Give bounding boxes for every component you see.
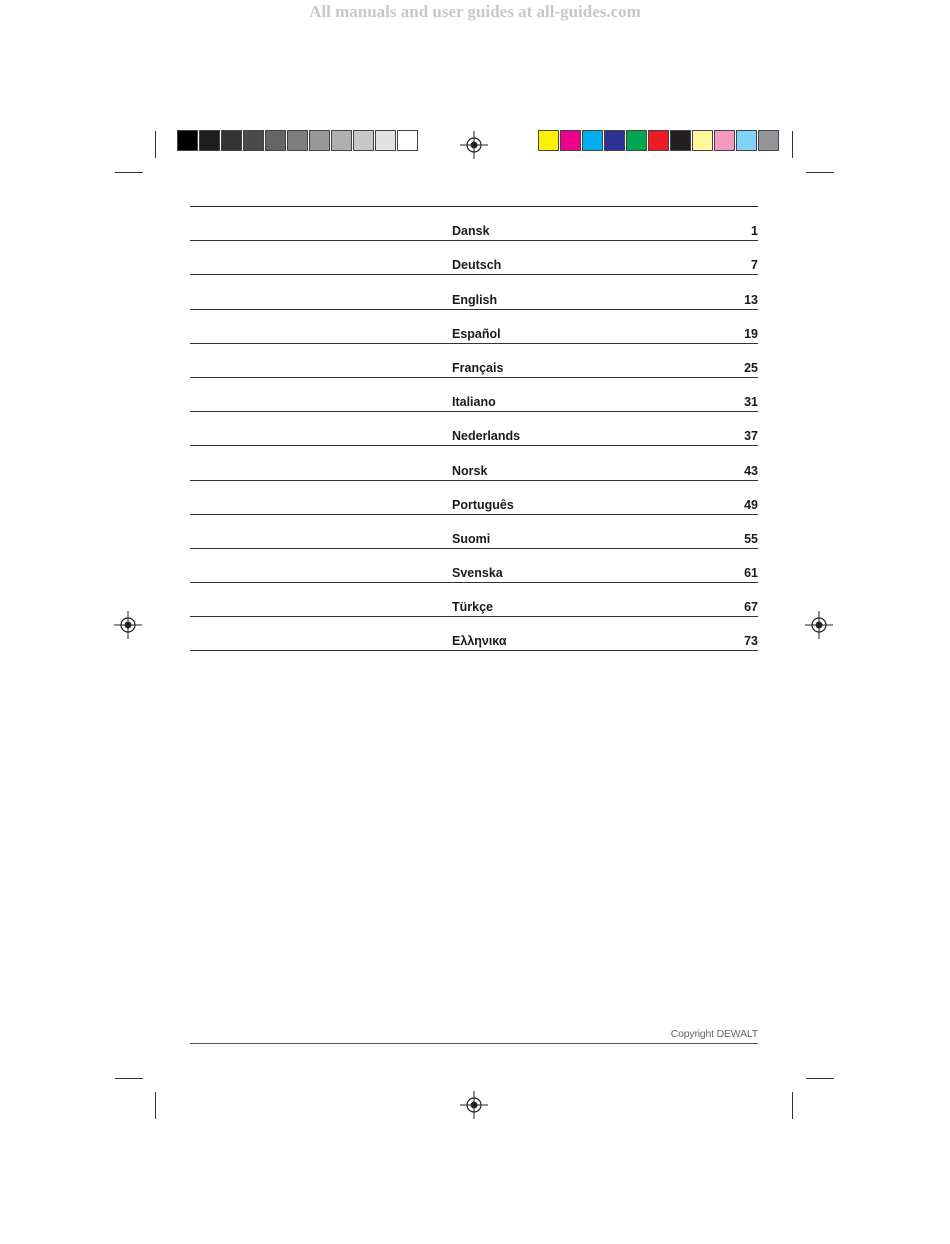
toc-page-number: 61 — [744, 566, 758, 581]
toc-language: Português — [452, 497, 514, 512]
toc-language: Svenska — [452, 566, 503, 581]
toc-page-number: 67 — [744, 600, 758, 615]
toc-language: Suomi — [452, 531, 491, 546]
toc-page-number: 19 — [744, 326, 758, 341]
gray-swatch — [243, 130, 264, 151]
toc-row — [190, 378, 758, 412]
registration-mark-icon — [460, 1091, 488, 1119]
crop-mark — [155, 131, 156, 158]
footer-rule — [190, 1043, 758, 1044]
table-of-contents — [190, 207, 758, 651]
color-swatch — [670, 130, 691, 151]
color-swatch — [648, 130, 669, 151]
color-swatch — [626, 130, 647, 151]
toc-row — [190, 481, 758, 515]
crop-mark — [115, 1078, 143, 1079]
gray-swatch — [331, 130, 352, 151]
toc-row — [190, 583, 758, 617]
toc-row — [190, 310, 758, 344]
copyright-text: Copyright DEWALT — [670, 1028, 758, 1040]
toc-language: English — [452, 292, 498, 307]
toc-language: Türkçe — [452, 600, 493, 615]
crop-mark — [792, 1092, 793, 1119]
toc-row — [190, 275, 758, 309]
color-swatch — [604, 130, 625, 151]
toc-row — [190, 549, 758, 583]
color-swatch — [582, 130, 603, 151]
toc-language: Norsk — [452, 463, 488, 478]
crop-mark — [806, 172, 834, 173]
toc-row — [190, 241, 758, 275]
toc-page-number: 25 — [744, 360, 758, 375]
toc-language: Français — [452, 360, 504, 375]
watermark-text: All manuals and user guides at all-guides.com — [309, 2, 641, 21]
color-swatch — [560, 130, 581, 151]
gray-swatch — [199, 130, 220, 151]
toc-page-number: 7 — [751, 258, 758, 273]
toc-language: Ελληνικα — [452, 634, 507, 649]
toc-page-number: 43 — [744, 463, 758, 478]
toc-row — [190, 515, 758, 549]
toc-language: Deutsch — [452, 258, 502, 273]
color-swatch — [538, 130, 559, 151]
toc-page-number: 1 — [751, 224, 758, 239]
gray-swatch — [221, 130, 242, 151]
grayscale-bar — [177, 130, 419, 151]
toc-page-number: 73 — [744, 634, 758, 649]
toc-page-number: 31 — [744, 395, 758, 410]
toc-row — [190, 344, 758, 378]
color-swatch — [714, 130, 735, 151]
color-swatch — [736, 130, 757, 151]
registration-mark-icon — [805, 611, 833, 639]
toc-row — [190, 207, 758, 241]
color-swatch — [758, 130, 779, 151]
toc-page-number: 55 — [744, 531, 758, 546]
crop-mark — [806, 1078, 834, 1079]
crop-mark — [155, 1092, 156, 1119]
gray-swatch — [309, 130, 330, 151]
gray-swatch — [287, 130, 308, 151]
toc-row — [190, 412, 758, 446]
registration-mark-icon — [460, 131, 488, 159]
crop-mark — [792, 131, 793, 158]
registration-mark-icon — [114, 611, 142, 639]
gray-swatch — [397, 130, 418, 151]
toc-row — [190, 617, 758, 651]
toc-row — [190, 446, 758, 480]
toc-language: Italiano — [452, 395, 496, 410]
gray-swatch — [375, 130, 396, 151]
process-color-bar — [538, 130, 780, 151]
crop-mark — [115, 172, 143, 173]
toc-language: Español — [452, 326, 501, 341]
toc-page-number: 37 — [744, 429, 758, 444]
gray-swatch — [177, 130, 198, 151]
gray-swatch — [265, 130, 286, 151]
toc-language: Dansk — [452, 224, 490, 239]
toc-page-number: 13 — [744, 292, 758, 307]
toc-page-number: 49 — [744, 497, 758, 512]
toc-language: Nederlands — [452, 429, 521, 444]
gray-swatch — [353, 130, 374, 151]
color-swatch — [692, 130, 713, 151]
